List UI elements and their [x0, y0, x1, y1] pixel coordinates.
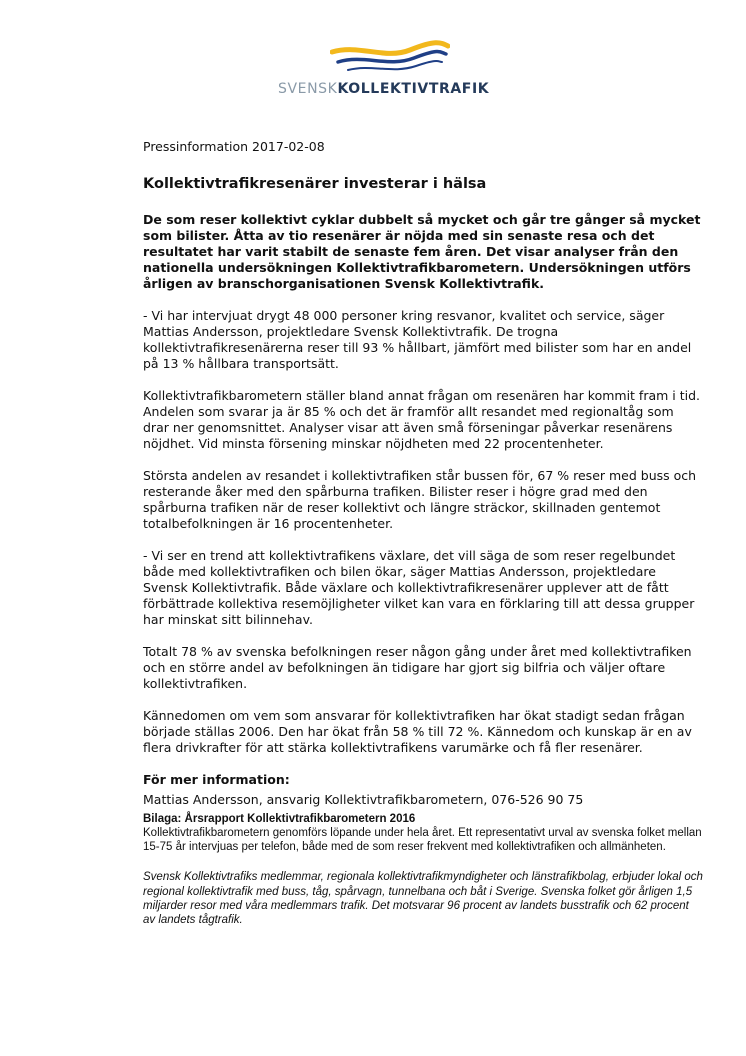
paragraph: Kollektivtrafikbarometern ställer bland annat frågan om resenären har kommit fram i tid. Andelen som svarar ja är 85 % och det är framför allt resandet med regionaltåg som drar ner genomsnittet. Analyser visar att även små förseningar påverkar resenärens nöjdhet. Vid minsta försening minskar nöjdheten med 22 procentenheter.	[143, 388, 701, 451]
paragraph: - Vi har intervjuat drygt 48 000 personer kring resvanor, kvalitet och service, säger Mattias Andersson, projektledare Svensk Kollektivtrafik. De trogna kollektivtrafikresenärerna reser till 93 % hållbart, jämfört med bilister som har en andel på 13 % hållbara transportsätt.	[143, 308, 692, 371]
logo-waves-icon	[330, 40, 450, 76]
attachment-text: Kollektivtrafikbarometern genomförs löpande under hela året. Ett representativt urval av svenska folket mellan 15-75 år intervjuas per telefon, både med de som reser frekvent med kollektivtrafiken och allmänheten.	[143, 827, 702, 854]
logo-text-light: SVENSK	[278, 81, 338, 97]
paragraph: Största andelen av resandet i kollektivtrafiken står bussen för, 67 % reser med buss och resterande åker med den spårburna trafiken. Bilister reser i högre grad med den spårburna trafiken när de reser kollektivt och längre sträckor, skillnaden gentemot totalbefolkningen är 16 procentenheter.	[143, 468, 697, 531]
logo	[270, 40, 490, 100]
boilerplate-footer: Svensk Kollektivtrafiks medlemmar, regionala kollektivtrafikmyndigheter och länstrafikbolag, erbjuder lokal och regional kollektivtrafik med buss, tåg, spårvagn, tunnelbana och båt i Sverige. Svenska folket gör årligen 1,5 miljarder resor med våra medlemmars trafik. Det motsvarar 96 procent av landets busstrafik och 62 procent av landets tågtrafik.	[143, 871, 703, 927]
press-date: Pressinformation 2017-02-08	[143, 139, 325, 154]
paragraph: - Vi ser en trend att kollektivtrafikens växlare, det vill säga de som reser regelbundet både med kollektivtrafiken och bilen ökar, säger Mattias Andersson, projektledare Svensk Kollektivtrafik. Både växlare och kollektivtrafikresenärer upplever att de fått förbättrade kollektiva resemöjligheter vilket kan vara en förklaring till att dessa grupper har minskat sitt bilinnehav.	[143, 548, 695, 627]
more-info-heading: För mer information:	[143, 772, 290, 787]
document-body	[143, 139, 703, 927]
logo-wordmark	[278, 81, 489, 97]
contact-line: Mattias Andersson, ansvarig Kollektivtrafikbarometern, 076-526 90 75	[143, 792, 584, 807]
lead-paragraph: De som reser kollektivt cyklar dubbelt så mycket och går tre gånger så mycket som bilister. Åtta av tio resenärer är nöjda med sin senaste resa och det resultatet har varit stabilt de senaste fem åren. Det visar analyser från den nationella undersökningen Kollektivtrafikbarometern. Undersökningen utförs årligen av branschorganisationen Svensk Kollektivtrafik.	[143, 212, 701, 291]
page-title: Kollektivtrafikresenärer investerar i hälsa	[143, 176, 487, 192]
paragraph: Kännedomen om vem som ansvarar för kollektivtrafiken har ökat stadigt sedan frågan började ställas 2006. Den har ökat från 58 % till 72 %. Kännedom och kunskap är en av flera drivkrafter för att stärka kollektivtrafikens varumärke och få fler resenärer.	[143, 708, 692, 755]
attachment-heading: Bilaga: Årsrapport Kollektivtrafikbarometern 2016	[143, 813, 416, 825]
logo-text-dark: KOLLEKTIVTRAFIK	[337, 81, 490, 97]
paragraph: Totalt 78 % av svenska befolkningen reser någon gång under året med kollektivtrafiken och en större andel av befolkningen än tidigare har gjort sig bilfria och väljer oftare kollektivtrafiken.	[143, 644, 692, 691]
